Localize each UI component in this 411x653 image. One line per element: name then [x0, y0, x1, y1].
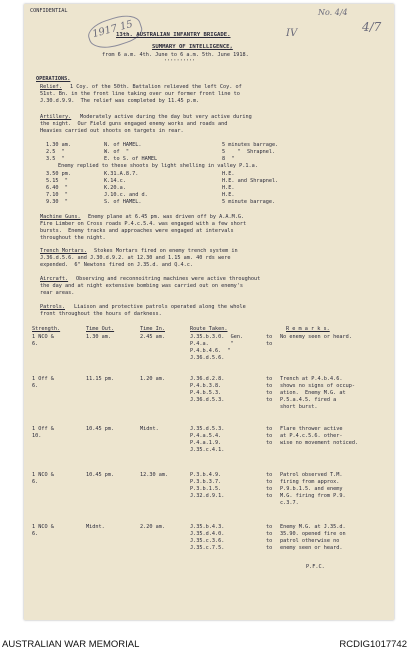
document-page [24, 4, 394, 620]
row-to: to [266, 545, 273, 551]
shoot-target: N. of HAMEL. [104, 142, 142, 148]
relief-label: Relief. [40, 84, 62, 90]
row-time-out: Midnt. [86, 524, 105, 530]
row-remarks: firing from approx. [280, 479, 340, 485]
row-route: P.3.b.3.7. [190, 479, 222, 485]
machine-guns-line: bursts. Enemy tracks and approaches were engaged at intervals [40, 228, 234, 234]
shoot-target: W. of " [104, 149, 129, 155]
row-route: J.36.d.2.8. [190, 376, 225, 382]
row-to: to [266, 433, 273, 439]
row-route: J.36.d.5.6. [190, 355, 225, 361]
footer-record-id: RCDIG1017742 [339, 639, 407, 650]
handwritten-year: 1917 15 [91, 18, 135, 41]
row-strength: 6. [32, 479, 39, 485]
row-remarks: P.5.a.4.5. fired a [280, 397, 337, 403]
row-strength: 1 NCO & [32, 334, 54, 340]
reply-time: 7.10 " [46, 192, 68, 198]
row-strength: 1 Off & [32, 376, 54, 382]
archive-footer [0, 634, 411, 653]
row-route: J.35.c.4.1. [190, 447, 225, 453]
reply-time: 3.50 pm. [46, 171, 71, 177]
reply-target: K.20.a. [104, 185, 126, 191]
row-strength: 1 NCO & [32, 524, 54, 530]
row-to: to [266, 524, 273, 530]
row-time-in: 12.30 am. [140, 472, 169, 478]
row-remarks: short burst. [280, 404, 318, 410]
row-time-out: 10.45 pm. [86, 472, 115, 478]
row-remarks: Enemy M.G. at J.35.d. [280, 524, 346, 530]
table-header-route: Route Taken. [190, 326, 228, 332]
patrols-label: Patrols. [40, 304, 65, 310]
row-route: J.36.d.5.3. [190, 397, 225, 403]
row-to: to [266, 531, 273, 537]
machine-guns-line: Enemy plane at 6.45 pm. was driven off by A.A.M.G. [88, 214, 245, 220]
row-remarks: shows no signs of occup- [280, 383, 355, 389]
row-time-out: 11.15 pm. [86, 376, 115, 382]
artillery-label: Artillery. [40, 114, 72, 120]
row-to: to [266, 479, 273, 485]
artillery-line: Heavies carried out shoots on targets in rear. [40, 128, 184, 134]
row-time-in: 2.20 am. [140, 524, 165, 530]
row-route: P.4.a.5.4. [190, 433, 222, 439]
row-to: to [266, 440, 273, 446]
row-strength: 1 NCO & [32, 472, 54, 478]
shoot-result: 8 " [222, 156, 235, 162]
trench-mortars-line: J.36.d.5.6. and J.30.d.9.2. at 12.30 and 1.15 am. 40 rds were [40, 255, 231, 261]
row-route: P.3.b.1.5. [190, 486, 222, 492]
reply-result: H.E. [222, 185, 235, 191]
reply-target: J.10.c. and d. [104, 192, 148, 198]
operations-heading: OPERATIONS. [36, 76, 71, 82]
reply-target: K.31.A.8.7. [104, 171, 139, 177]
shoot-time: 3.5 " [46, 156, 65, 162]
row-route: P.4.b.4.6. " [190, 348, 231, 354]
reply-result: H.E. and Shrapnel. [222, 178, 279, 184]
row-route: J.35.b.4.3. [190, 524, 225, 530]
summary-title: SUMMARY OF INTELLIGENCE, [152, 44, 233, 50]
row-strength: 6. [32, 341, 39, 347]
row-to: to [266, 390, 273, 396]
row-remarks: wise no movement noticed. [280, 440, 359, 446]
row-to: to [266, 493, 273, 499]
aircraft-line: the day and at night extensive bombing was carried out on enemy's [40, 283, 244, 289]
shoot-time: 2.5 " [46, 149, 65, 155]
handwritten-roman: IV [286, 28, 298, 39]
shoot-result: 5 minutes barrage. [222, 142, 279, 148]
row-remarks: 35.90. opened fire on [280, 531, 346, 537]
trench-mortars-label: Trench Mortars. [40, 248, 87, 254]
brigade-heading: 13th. AUSTRALIAN INFANTRY BRIGADE. [116, 32, 231, 38]
shoot-time: 1.30 am. [46, 142, 71, 148]
row-route: P.4.a. " [190, 341, 234, 347]
row-route: J.35.c.3.6. [190, 538, 225, 544]
summary-period: from 6 a.m. 4th. June to 6 a.m. 5th. June 1918. [102, 52, 249, 58]
row-time-out: 10.45 pm. [86, 426, 115, 432]
row-remarks: Trench at P.4.b.4.6. [280, 376, 343, 382]
row-route: P.4.b.5.3. [190, 390, 222, 396]
row-route: P.4.b.3.8. [190, 383, 222, 389]
classification-label: CONFIDENTIAL [30, 8, 68, 14]
aircraft-line: rear areas. [40, 290, 75, 296]
aircraft-line: Observing and reconnoitring machines were active throughout [76, 276, 261, 282]
row-remarks: No enemy seen or heard. [280, 334, 352, 340]
reply-result: 5 minute barrage. [222, 199, 276, 205]
row-to: to [266, 334, 273, 340]
artillery-line: Moderately active during the day but very active during [80, 114, 252, 120]
row-strength: 6. [32, 383, 39, 389]
row-strength: 10. [32, 433, 42, 439]
row-route: J.35.b.3.0. Gen. [190, 334, 244, 340]
reply-target: S. of HAMEL. [104, 199, 142, 205]
reply-result: H.E. [222, 192, 235, 198]
row-to: to [266, 341, 273, 347]
row-strength: 6. [32, 531, 39, 537]
row-remarks: patrol otherwise no [280, 538, 340, 544]
row-to: to [266, 486, 273, 492]
shoot-target: E. to S. of HAMEL [104, 156, 158, 162]
aircraft-label: Aircraft. [40, 276, 69, 282]
trench-mortars-line: Stokes Mortars fired on enemy trench system in [94, 248, 238, 254]
relief-line: 1 Coy. of the 50th. Battalion relieved the left Coy. of [70, 84, 242, 90]
relief-line: 51st. Bn. in the front line taking over our former front line to [40, 91, 240, 97]
row-remarks: at P.4.c.5.6. other- [280, 433, 343, 439]
row-strength: 1 Off & [32, 426, 54, 432]
row-route: J.35.d.5.3. [190, 426, 225, 432]
row-to: to [266, 426, 273, 432]
artillery-reply: Enemy replied to these shoots by light shelling in valley P.1.a. [58, 163, 258, 169]
machine-guns-line: throughout the night. [40, 235, 106, 241]
patrols-line: front throughout the hours of darkness. [40, 311, 162, 317]
row-to: to [266, 472, 273, 478]
row-remarks: Patrol observed T.M. [280, 472, 343, 478]
row-to: to [266, 383, 273, 389]
table-header-strength: Strength. [32, 326, 61, 332]
reply-target: K.14.c. [104, 178, 126, 184]
row-to: to [266, 376, 273, 382]
row-route: J.35.c.7.5. [190, 545, 225, 551]
row-time-out: 1.30 am. [86, 334, 111, 340]
row-route: P.4.a.1.9. [190, 440, 222, 446]
handwritten-page-ref: 4/7 [362, 20, 382, 34]
row-route: P.3.b.4.9. [190, 472, 222, 478]
row-remarks: enemy seen or heard. [280, 545, 343, 551]
reply-time: 6.40 " [46, 185, 68, 191]
row-remarks: Flare thrower active [280, 426, 343, 432]
relief-line: J.30.d.9.9. The relief was completed by 11.45 p.m. [40, 98, 200, 104]
row-remarks: P.9.b.1.5. and enemy [280, 486, 343, 492]
row-remarks: M.G. firing from P.9. [280, 493, 346, 499]
row-route: J.32.d.9.1. [190, 493, 225, 499]
signature-initials: P.F.C. [306, 564, 325, 570]
reply-result: H.E. [222, 171, 235, 177]
artillery-line: the night. Our Field guns engaged enemy works and roads and [40, 121, 228, 127]
row-time-in: 1.20 am. [140, 376, 165, 382]
machine-guns-label: Machine Guns. [40, 214, 81, 220]
trench-mortars-line: expended. 6" Newtons fired on J.35.d. and Q.4.c. [40, 262, 194, 268]
row-to: to [266, 397, 273, 403]
footer-archive-name: AUSTRALIAN WAR MEMORIAL [2, 639, 140, 650]
row-time-in: Midnt. [140, 426, 159, 432]
table-header-time-in: Time In. [140, 326, 165, 332]
row-time-in: 2.45 am. [140, 334, 165, 340]
shoot-result: 5 " Shrapnel. [222, 149, 276, 155]
handwritten-number: No. 4/4 [318, 8, 348, 17]
row-route: J.35.d.4.0. [190, 531, 225, 537]
row-to: to [266, 538, 273, 544]
row-remarks: ation. Enemy M.G. at [280, 390, 346, 396]
table-header-remarks: R e m a r k s. [286, 326, 330, 332]
patrols-line: Liaison and protective patrols operated along the whole [74, 304, 246, 310]
table-header-time-out: Time Out. [86, 326, 115, 332]
reply-time: 9.30 " [46, 199, 68, 205]
reply-time: 5.15 " [46, 178, 68, 184]
row-remarks: c.3.7. [280, 500, 299, 506]
title-rule: '''''''''' [164, 59, 196, 65]
machine-guns-line: Fire Limber on Cross roads P.4.c.5.4. was engaged with a few short [40, 221, 247, 227]
